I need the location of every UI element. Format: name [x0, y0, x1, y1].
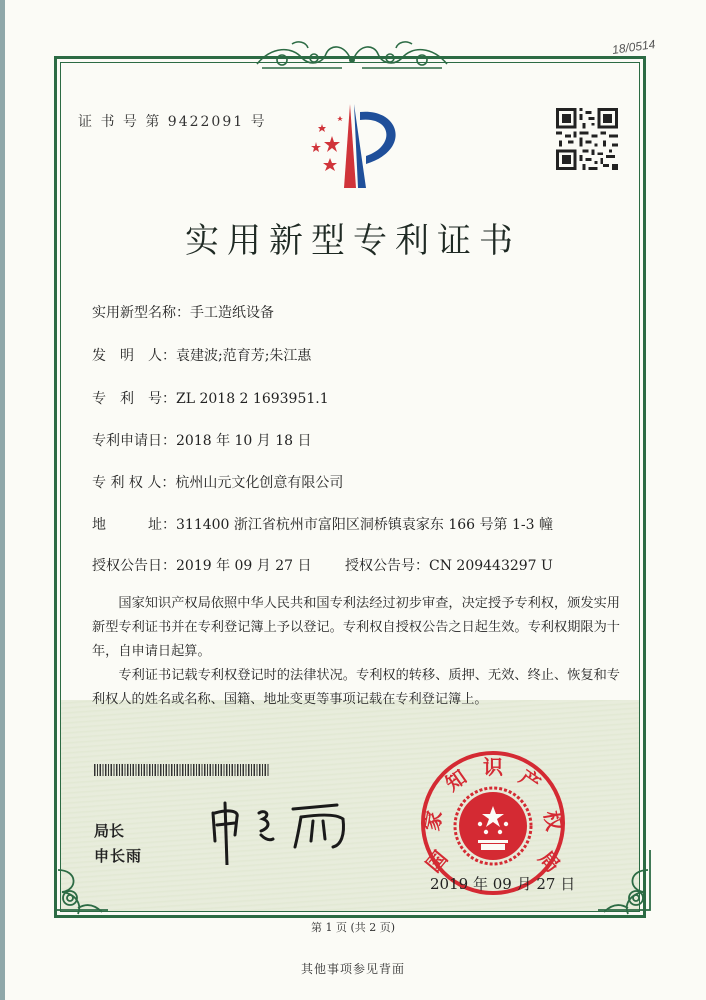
svg-text:局: 局 — [533, 846, 565, 877]
svg-text:产: 产 — [514, 764, 546, 796]
field-value: 杭州山元文化创意有限公司 — [175, 475, 344, 491]
field-value: 2018 年 10 月 18 日 — [176, 433, 312, 449]
field-label: 地 址： — [92, 517, 176, 533]
page-number: 第 1 页 (共 2 页) — [310, 921, 396, 934]
field-label: 专 利 号： — [92, 391, 176, 407]
field-label: 发 明 人： — [92, 348, 176, 364]
svg-text:家: 家 — [419, 808, 447, 833]
field-value: 手工造纸设备 — [190, 305, 274, 321]
field-value: 2019 年 09 月 27 日 — [176, 558, 312, 574]
certificate-body-text — [92, 592, 620, 712]
certificate-title: 实用新型专利证书 — [185, 221, 521, 261]
field-utility-model-name — [92, 302, 274, 322]
field-label: 实用新型名称： — [92, 305, 190, 321]
field-patentee — [92, 472, 343, 492]
corner-ornament-right-icon — [588, 850, 658, 920]
field-patent-number — [92, 388, 329, 408]
top-ornament-icon — [252, 38, 452, 74]
field-value: ZL 2018 2 1693951.1 — [176, 391, 329, 407]
field-grant-date — [92, 555, 312, 575]
svg-text:识: 识 — [483, 755, 503, 779]
field-inventors — [92, 345, 311, 365]
field-grant-number — [345, 555, 553, 575]
svg-text:国: 国 — [421, 846, 453, 877]
field-label: 授权公告号： — [345, 558, 429, 574]
director-name: 申长雨 — [94, 847, 143, 865]
svg-text:知: 知 — [440, 764, 472, 796]
body-paragraph: 专利证书记载专利权登记时的法律状况。专利权的转移、质押、无效、终止、恢复和专利权人的姓名或名称、国籍、地址变更等事项记载在专利登记簿上。 — [92, 668, 620, 707]
field-value: 袁建波;范育芳;朱江惠 — [176, 348, 312, 364]
footer-note: 其他事项参见背面 — [300, 962, 405, 976]
barcode-icon — [94, 764, 270, 776]
field-value: 311400 浙江省杭州市富阳区洞桥镇袁家东 166 号第 1-3 幢 — [176, 517, 553, 533]
cnipa-logo-icon — [300, 100, 410, 190]
field-label: 授权公告日： — [92, 558, 176, 574]
field-filing-date — [92, 430, 312, 450]
signature-icon — [205, 795, 355, 865]
field-label: 专利申请日： — [92, 433, 176, 449]
field-address — [92, 514, 553, 534]
qr-code-icon — [556, 105, 618, 173]
field-value: CN 209443297 U — [429, 558, 553, 574]
scan-edge — [0, 0, 5, 1000]
svg-text:权: 权 — [539, 808, 567, 833]
body-paragraph: 国家知识产权局依照中华人民共和国专利法经过初步审查，决定授予专利权，颁发实用新型专利证书并在专利登记簿上予以登记。专利权自授权公告之日起生效。专利权期限为十年，自申请日起算。 — [92, 596, 620, 659]
seal-date: 2019 年 09 月 27 日 — [430, 875, 576, 893]
director-title: 局长 — [94, 822, 125, 840]
field-label: 专 利 权 人： — [92, 475, 176, 491]
certificate-number: 证 书 号 第 9422091 号 — [78, 114, 267, 130]
handwritten-note: 18/0514 — [611, 37, 657, 57]
